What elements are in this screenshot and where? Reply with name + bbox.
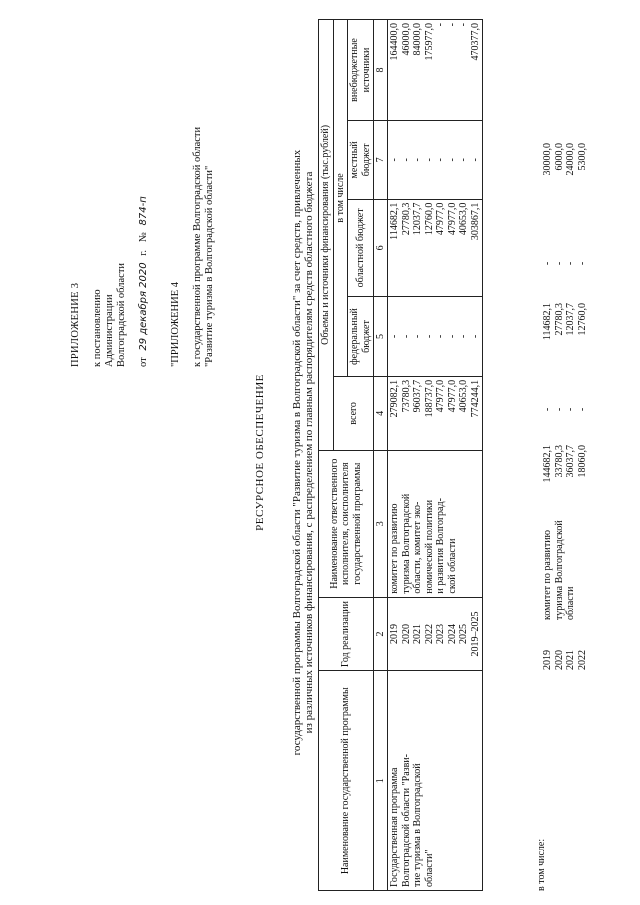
total-value: 40653,0 — [458, 379, 469, 413]
sub-executor — [542, 509, 577, 620]
year-value: 2024 — [446, 624, 458, 645]
year-value: 2022 — [423, 624, 435, 645]
resource-table — [318, 19, 483, 891]
total-value: 73780,3 — [400, 379, 412, 413]
sub-years — [542, 634, 588, 686]
year-value: 2020 — [400, 624, 412, 645]
year-value: 2021 — [565, 650, 576, 670]
extrabudget-value: 470377,0 — [469, 23, 481, 61]
executor-line: номической политики — [423, 499, 435, 594]
region-line: Волгоградской области — [116, 262, 127, 367]
regional-value: 40653,0 — [458, 202, 469, 236]
extrabudget-value: 24000,0 — [565, 143, 576, 176]
header-executor: Наименование ответственного исполнителя, соисполнителя государственной программы — [319, 450, 374, 597]
total-cell — [388, 376, 483, 450]
regional-value: 27780,3 — [400, 202, 412, 236]
extrabudget-value: - — [458, 23, 469, 27]
extrabudget-value: 175977,0 — [423, 23, 435, 61]
federal-value: - — [576, 407, 588, 412]
year-value: 2019–2025 — [469, 611, 481, 657]
program-name-line: Волгоградской области "Разви- — [400, 753, 412, 887]
header-volumes: Объемы и источники финансирования (тыс.рублей) — [319, 20, 334, 451]
regional-value: 12760,0 — [423, 202, 435, 236]
federal-value: - — [435, 334, 446, 339]
total-value: 188737,0 — [423, 379, 435, 418]
executor-line: туризма Волгоградской — [400, 493, 412, 594]
federal-value: - — [542, 407, 553, 412]
subtitle-line2: из различных источников финансирования, с распределением по главным распорядителям средств областного бюджета — [303, 171, 315, 734]
appendix-header — [70, 27, 216, 367]
date-value: 29 декабря 2020 — [138, 262, 149, 351]
sub-section-label: в том числе: — [536, 838, 547, 891]
header-program-name: Наименование государственной программы — [319, 671, 374, 891]
subtitle-line1: государственной программы Волгоградской области "Развитие туризма в Волгоградской области" за счет средств, привлеченных — [291, 149, 303, 756]
regional-value: 114682,1 — [542, 303, 553, 341]
local-value: - — [389, 158, 400, 162]
year-value: 2023 — [435, 624, 446, 645]
column-number: 7 — [374, 121, 388, 200]
column-number: 8 — [374, 20, 388, 121]
executor-line: ской области — [446, 538, 458, 594]
regional-value: 12037,7 — [412, 202, 423, 236]
extrabudget-value: 84000,0 — [412, 23, 423, 56]
program-name-cell — [388, 671, 483, 891]
regional-value: 303867,1 — [469, 202, 481, 241]
regional-value: 12037,7 — [565, 303, 576, 336]
header-including: в том числе — [333, 20, 348, 377]
total-value: 36037,7 — [565, 445, 576, 478]
regional-value: 27780,3 — [553, 303, 565, 336]
executor-line: туризма Волгоградской — [553, 520, 565, 620]
column-number: 1 — [374, 671, 388, 891]
executor-cell — [388, 450, 483, 597]
local-value: - — [446, 158, 458, 162]
extrabudget-value: 164400,0 — [389, 23, 400, 61]
regional-cell — [388, 199, 483, 296]
extrabudget-cell — [388, 20, 483, 121]
extrabudget-value: 30000,0 — [542, 143, 553, 176]
local-value: - — [576, 261, 588, 266]
date-prefix: от — [138, 357, 149, 367]
federal-value: - — [446, 334, 458, 339]
local-value: - — [565, 261, 576, 266]
column-number: 5 — [374, 297, 388, 377]
column-number: 4 — [374, 376, 388, 450]
total-value: 774244,1 — [469, 379, 481, 418]
table-header-row1 — [319, 20, 334, 891]
local-value: - — [423, 158, 435, 162]
document-title: РЕСУРСНОЕ ОБЕСПЕЧЕНИЕ — [254, 374, 266, 531]
resolution-date-line — [138, 27, 150, 367]
federal-value: - — [423, 334, 435, 339]
program-name-line: области" — [423, 849, 435, 887]
regional-value: 114682,1 — [389, 202, 400, 240]
regional-value: 47977,0 — [446, 202, 458, 236]
column-number: 3 — [374, 450, 388, 597]
federal-value: - — [565, 407, 576, 412]
sub-extrabudget — [542, 143, 588, 228]
extrabudget-value: 5300,0 — [576, 143, 588, 171]
year-suffix: г. — [138, 250, 149, 256]
federal-value: - — [389, 334, 400, 339]
executor-line: области, комитет эко- — [412, 501, 423, 594]
resolution-line: к постановлению — [92, 289, 103, 367]
total-value: 47977,0 — [446, 379, 458, 413]
column-number: 6 — [374, 199, 388, 296]
extrabudget-value: 6000,0 — [553, 143, 565, 171]
sub-total — [542, 445, 588, 499]
sub-federal — [542, 381, 588, 438]
program-ref-line2: "Развитие туризма в Волгоградской области" — [204, 165, 215, 367]
header-regional: областной бюджет — [348, 199, 374, 296]
local-value: - — [400, 158, 412, 162]
header-year: Год реализации — [319, 597, 374, 671]
federal-value: - — [469, 334, 481, 339]
number-sign: № — [138, 232, 149, 243]
program-name-line: Государственная программа — [389, 767, 400, 887]
extrabudget-value: - — [446, 23, 458, 27]
executor-line: и развития Волгоград- — [435, 498, 446, 594]
years-cell — [388, 597, 483, 671]
extrabudget-value: - — [435, 23, 446, 27]
year-value: 2019 — [542, 650, 553, 670]
year-value: 2020 — [553, 650, 565, 670]
extrabudget-value: 46000,0 — [400, 23, 412, 56]
year-value: 2025 — [458, 624, 469, 645]
year-value: 2022 — [576, 650, 588, 670]
column-number: 2 — [374, 597, 388, 671]
local-value: - — [469, 158, 481, 162]
executor-line: области — [565, 586, 576, 620]
federal-value: - — [458, 334, 469, 339]
total-value: 18060,0 — [576, 445, 588, 478]
appendix4-title: "ПРИЛОЖЕНИЕ 4 — [170, 281, 181, 367]
program-ref-line1: к государственной программе Волгоградской области — [192, 126, 203, 367]
column-number-row — [374, 20, 388, 891]
local-value: - — [412, 158, 423, 162]
local-value: - — [458, 158, 469, 162]
total-value: 96037,7 — [412, 379, 423, 413]
header-local: местный бюджет — [348, 121, 374, 200]
document-subtitle — [291, 0, 315, 905]
federal-value: - — [553, 407, 565, 412]
header-extrabudget: внебюджетные источники — [348, 20, 374, 121]
total-value: 47977,0 — [435, 379, 446, 413]
local-value: - — [553, 261, 565, 266]
header-total: всего — [333, 376, 374, 450]
regional-value: 47977,0 — [435, 202, 446, 236]
appendix3-title: ПРИЛОЖЕНИЕ 3 — [70, 282, 81, 367]
table-row-program — [388, 20, 483, 891]
local-cell — [388, 121, 483, 200]
local-value: - — [542, 261, 553, 266]
total-value: 33780,3 — [553, 445, 565, 478]
regional-value: 12760,0 — [576, 303, 588, 336]
federal-cell — [388, 297, 483, 377]
number-value: 874-п — [138, 196, 149, 226]
administration-line: Администрации — [104, 294, 115, 367]
local-value: - — [435, 158, 446, 162]
executor-line: комитет по развитию — [542, 529, 553, 620]
total-value: 279082,1 — [389, 379, 400, 418]
year-value: 2019 — [389, 624, 400, 645]
sub-regional — [542, 303, 588, 373]
sub-local — [542, 236, 588, 291]
federal-value: - — [412, 334, 423, 339]
executor-line: комитет по развитию — [389, 503, 400, 594]
total-value: 144682,1 — [542, 445, 553, 483]
year-value: 2021 — [412, 624, 423, 645]
header-federal: федеральный бюджет — [348, 297, 374, 377]
program-name-line: тие туризма в Волгоградской — [412, 763, 423, 887]
federal-value: - — [400, 334, 412, 339]
